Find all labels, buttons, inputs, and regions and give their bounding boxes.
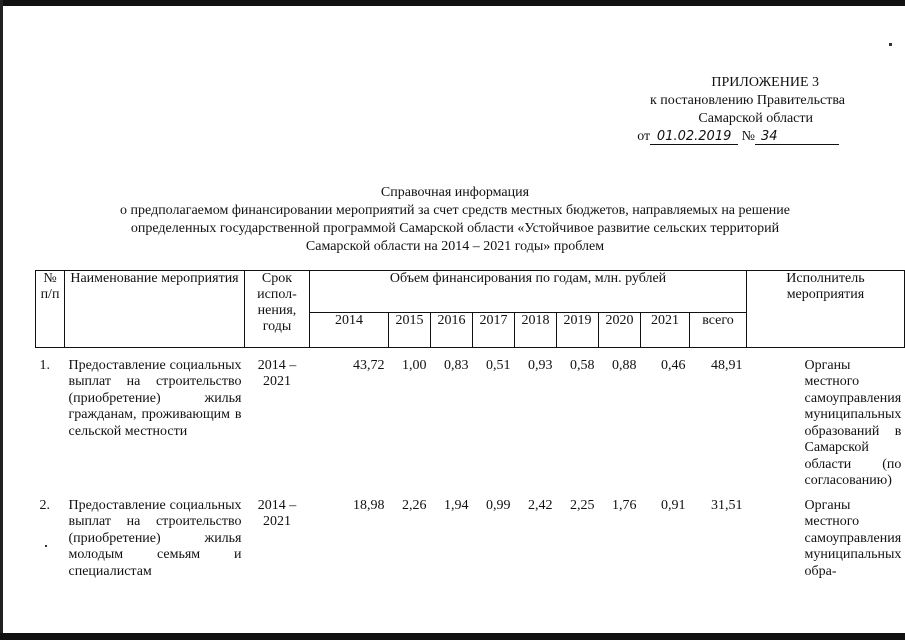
header-year: 2016 — [431, 313, 473, 348]
appendix-resolution: к постановлению Правительства — [649, 93, 845, 108]
heading-line: Справочная информация — [380, 185, 530, 200]
header-year: 2021 — [641, 313, 690, 348]
heading-line: о предполагаемом финансировании мероприятий за счет средств местных бюджетов, направляемых на решение — [120, 203, 790, 218]
date-prefix: от — [637, 129, 651, 144]
row-value: 0,88 — [612, 357, 637, 373]
date-value: 01.02.2019 — [650, 129, 738, 145]
scan-speck — [889, 43, 892, 46]
header-year: 2014 — [310, 313, 389, 348]
scan-edge-left — [0, 0, 3, 640]
row-executor: Органы местного самоуправления муниципальных образований в Самарской области (по согласованию) — [804, 357, 902, 488]
header-executor: Исполнитель мероприятия — [747, 271, 905, 348]
row-value: 2,25 — [570, 497, 595, 513]
header-total: всего — [690, 313, 747, 348]
number-prefix: № — [741, 129, 755, 144]
row-num: 1. — [39, 357, 50, 373]
row-value: 0,58 — [570, 357, 595, 373]
appendix-block — [605, 74, 845, 146]
row-value: 1,76 — [612, 497, 637, 513]
heading-line: Самарской области на 2014 – 2021 годы» проблем — [305, 239, 605, 254]
header-year: 2019 — [557, 313, 599, 348]
appendix-region: Самарской области — [698, 111, 813, 126]
header-funding: Объем финансирования по годам, млн. рублей — [310, 271, 747, 313]
scan-edge-top — [0, 0, 905, 6]
row-value: 1,94 — [444, 497, 469, 513]
heading-line: определенных государственной программой Самарской области «Устойчивое развитие сельских территорий — [130, 221, 780, 236]
row-value: 0,51 — [486, 357, 511, 373]
header-year: 2020 — [599, 313, 641, 348]
row-value: 43,72 — [353, 357, 385, 373]
row-value: 18,98 — [353, 497, 385, 513]
row-total: 31,51 — [711, 497, 743, 513]
row-total: 48,91 — [711, 357, 743, 373]
document-heading — [60, 184, 850, 256]
table-row — [36, 358, 905, 498]
header-year: 2015 — [389, 313, 431, 348]
header-name: Наименование мероприятия — [65, 271, 245, 348]
row-value: 0,83 — [444, 357, 469, 373]
appendix-title: ПРИЛОЖЕНИЕ 3 — [711, 75, 819, 90]
row-num: 2. — [39, 497, 50, 513]
row-value: 2,42 — [528, 497, 553, 513]
row-name: Предоставление социальных выплат на строительство (приобретение) жилья молодым семьям и специалистам — [68, 497, 242, 579]
header-year: 2018 — [515, 313, 557, 348]
header-num: № п/п — [36, 271, 65, 348]
scan-edge-bottom — [0, 633, 905, 640]
funding-table — [35, 270, 905, 588]
row-term: 2014 – 2021 — [257, 357, 297, 389]
row-name: Предоставление социальных выплат на строительство (приобретение) жилья гражданам, проживающим в сельской местности — [68, 357, 242, 439]
row-value: 0,99 — [486, 497, 511, 513]
row-value: 1,00 — [402, 357, 427, 373]
header-year: 2017 — [473, 313, 515, 348]
row-value: 0,93 — [528, 357, 553, 373]
number-value: 34 — [755, 129, 839, 145]
row-term: 2014 – 2021 — [257, 497, 297, 529]
row-value: 2,26 — [402, 497, 427, 513]
appendix-date-line — [605, 128, 845, 146]
row-value: 0,46 — [661, 357, 686, 373]
row-executor: Органы местного самоуправления муниципальных обра- — [804, 497, 902, 579]
row-value: 0,91 — [661, 497, 686, 513]
header-term: Срок испол-нения, годы — [245, 271, 310, 348]
table-row — [36, 498, 905, 588]
